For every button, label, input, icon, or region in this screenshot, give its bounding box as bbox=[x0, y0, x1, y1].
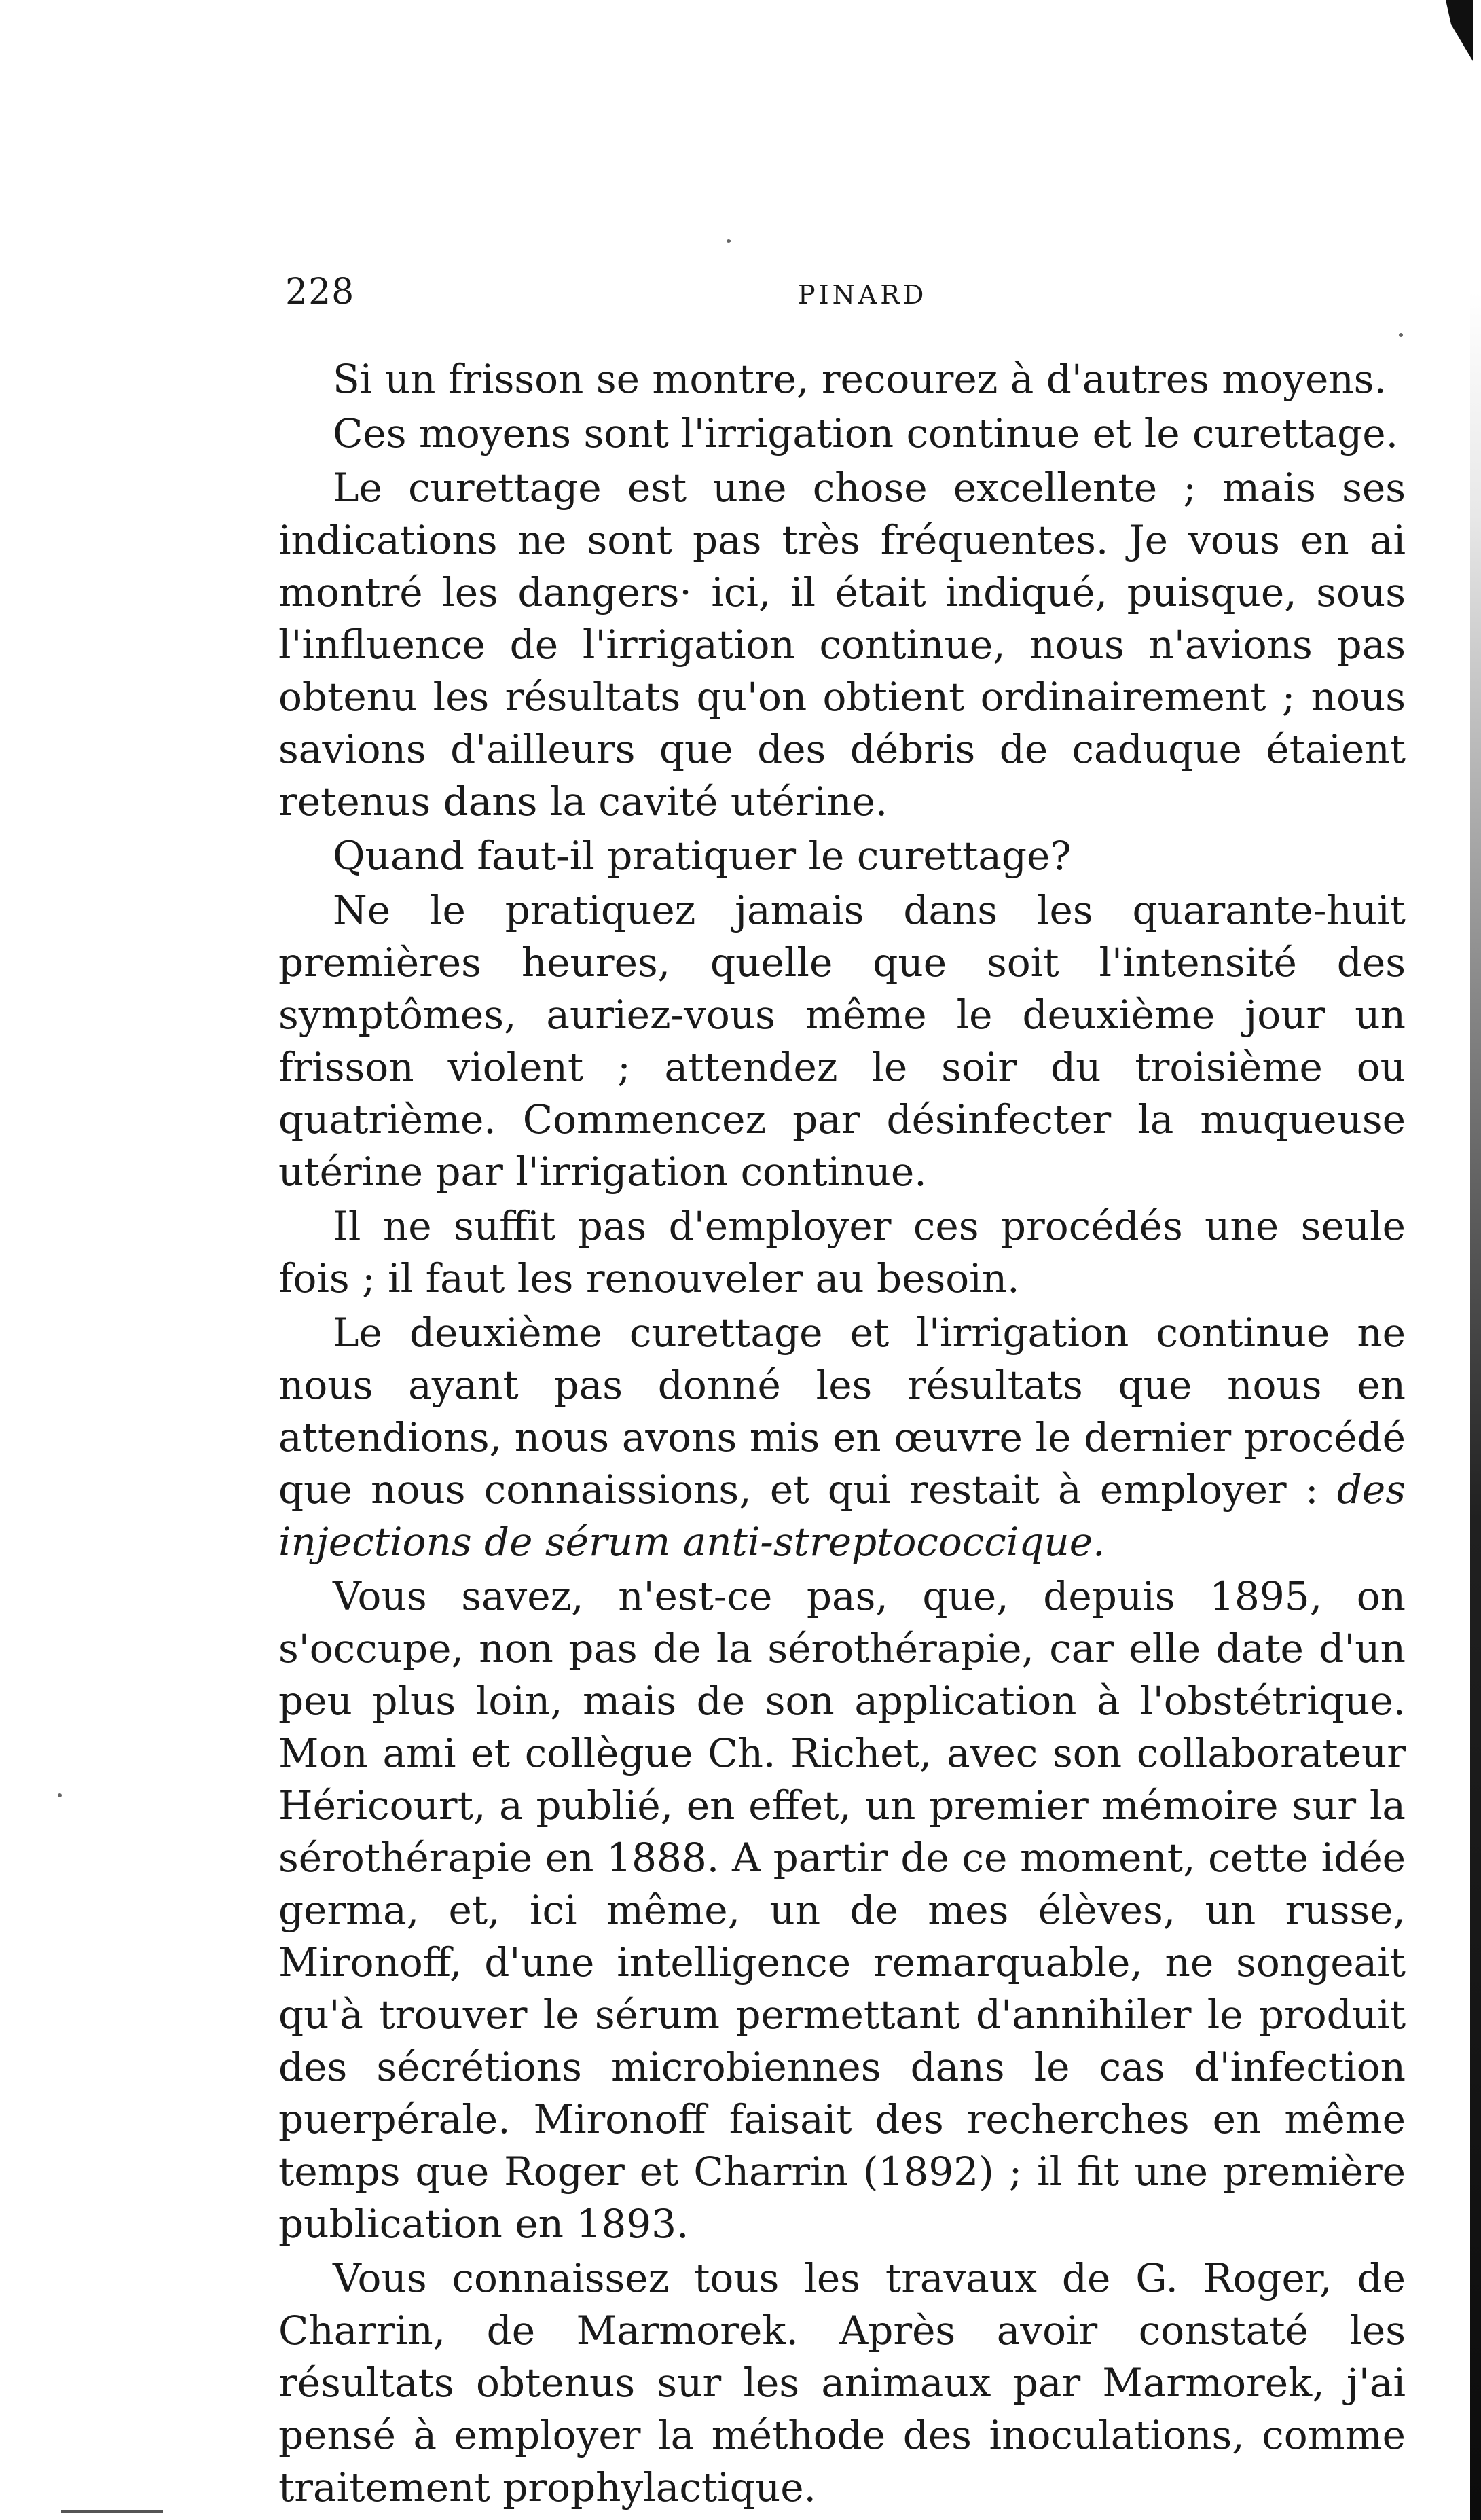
running-head bbox=[285, 272, 1406, 312]
page-edge-shadow bbox=[1470, 292, 1481, 2520]
running-title: PINARD bbox=[798, 280, 928, 310]
paragraph: Il ne suffit pas d'employer ces procédés une seule fois ; il faut les renouveler au besoin. bbox=[278, 1203, 1406, 1301]
paragraph: Si un frisson se montre, recourez à d'autres moyens. bbox=[333, 356, 1387, 402]
paragraph: Vous savez, n'est-ce pas, que, depuis 1895, on s'occupe, non pas de la sérothérapie, car elle date d'un peu plus loin, mais de son application à l'obstétrique. Mon ami et collègue Ch. Richet, avec son collaborateur Héricourt, a publié, en effet, un premier mémoire sur la sérothérapie en 1888. A partir de ce moment, cette idée germa, et, ici même, un de mes élèves, un russe, Mironoff, d'une intelligence remarquable, ne songeait qu'à trouver le sérum permettant d'annihiler le produit des sécrétions microbiennes dans le cas d'infection puerpérale. Mironoff faisait des recherches en même temps que Roger et Charrin (1892) ; il fit une première publication en 1893. bbox=[278, 1573, 1406, 2247]
paragraph: Le curettage est une chose excellente ; mais ses indications ne sont pas très fréquentes. Je vous en ai montré les dangers· ici, il était indiqué, puisque, sous l'influence de l'irrigation continue, nous n'avions pas obtenu les résultats qu'on obtient ordinairement ; nous savions d'ailleurs que des débris de caduque étaient retenus dans la cavité utérine. bbox=[278, 465, 1406, 825]
paragraph-serum-italic: des injections de sérum anti-streptococcique. bbox=[278, 1466, 1406, 1565]
scan-corner-mark bbox=[1446, 0, 1473, 61]
body-text bbox=[278, 353, 1406, 2516]
paragraph-serum bbox=[278, 1307, 1406, 1568]
paragraph: Ne le pratiquez jamais dans les quarante-huit premières heures, quelle que soit l'intensité des symptômes, auriez-vous même le deuxième jour un frisson violent ; attendez le soir du troisième ou quatrième. Commencez par désinfecter la muqueuse utérine par l'irrigation continue. bbox=[278, 887, 1406, 1195]
scan-speck bbox=[58, 1793, 62, 1797]
paragraph: Quand faut-il pratiquer le curettage? bbox=[333, 833, 1072, 879]
page-number: 228 bbox=[285, 272, 355, 312]
paragraph-serum-text: Le deuxième curettage et l'irrigation continue ne nous ayant pas donné les résultats que nous en attendions, nous avons mis en œuvre le dernier procédé que nous connaissions, et qui restait à employer : bbox=[278, 1310, 1406, 1513]
paragraph: Ces moyens sont l'irrigation continue et le curettage. bbox=[333, 410, 1399, 456]
paragraph: Vous connaissez tous les travaux de G. Roger, de Charrin, de Marmorek. Après avoir constaté les résultats obtenus sur les animaux par Marmorek, j'ai pensé à employer la méthode des inoculations, comme traitement prophylactique. bbox=[278, 2255, 1406, 2510]
scan-speck bbox=[1399, 333, 1403, 337]
bottom-rule bbox=[61, 2510, 163, 2513]
scan-speck bbox=[727, 239, 731, 243]
